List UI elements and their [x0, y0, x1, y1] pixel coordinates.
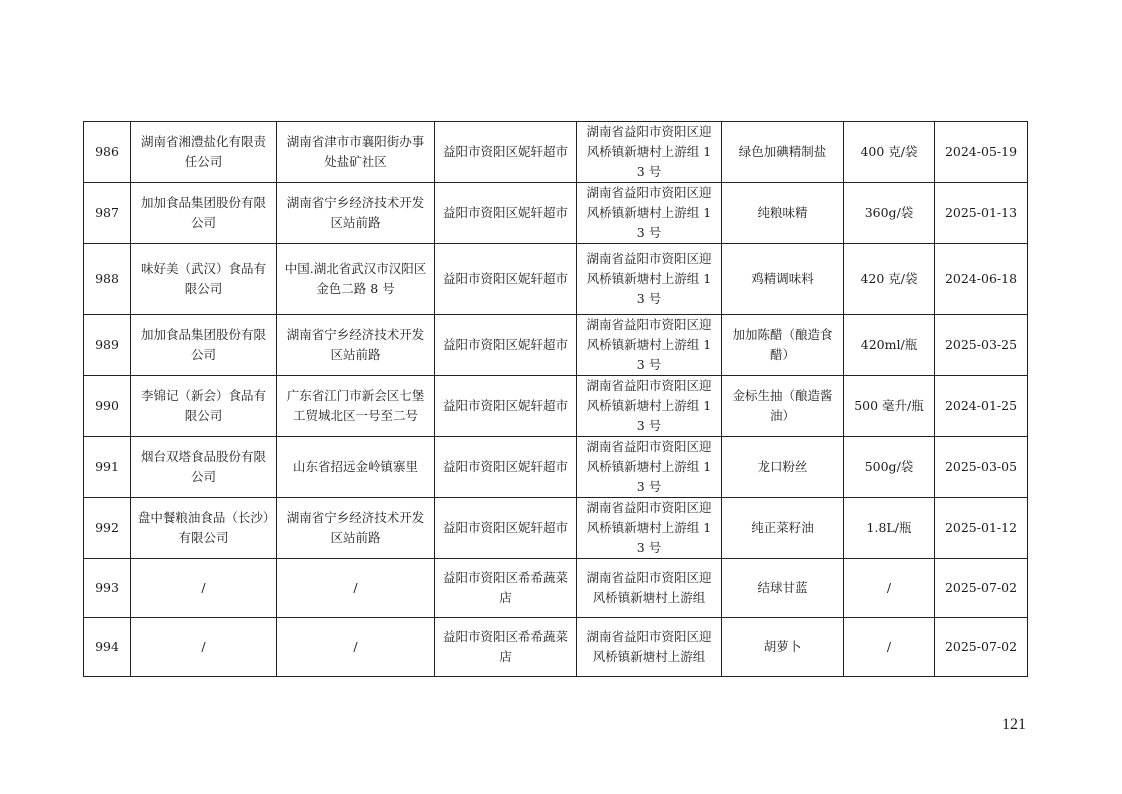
- row-number-cell: 993: [84, 559, 131, 618]
- producer-address-cell: 广东省江门市新会区七堡工贸城北区一号至二号: [277, 376, 435, 437]
- date-cell: 2025-01-13: [935, 183, 1028, 244]
- producer-cell: 加加食品集团股份有限公司: [131, 183, 277, 244]
- spec-cell: 400 克/袋: [844, 122, 935, 183]
- product-cell: 结球甘蓝: [722, 559, 844, 618]
- product-cell: 龙口粉丝: [722, 437, 844, 498]
- producer-address-cell: 湖南省宁乡经济技术开发区站前路: [277, 315, 435, 376]
- seller-cell: 益阳市资阳区妮轩超市: [435, 376, 577, 437]
- seller-cell: 益阳市资阳区妮轩超市: [435, 244, 577, 315]
- product-cell: 纯粮味精: [722, 183, 844, 244]
- table-row: [84, 183, 1028, 244]
- table-row: [84, 559, 1028, 618]
- producer-address-cell: 山东省招远金岭镇寨里: [277, 437, 435, 498]
- producer-cell: 盘中餐粮油食品（长沙）有限公司: [131, 498, 277, 559]
- spec-cell: 360g/袋: [844, 183, 935, 244]
- producer-address-cell: 湖南省宁乡经济技术开发区站前路: [277, 498, 435, 559]
- seller-cell: 益阳市资阳区妮轩超市: [435, 315, 577, 376]
- date-cell: 2024-01-25: [935, 376, 1028, 437]
- date-cell: 2025-03-25: [935, 315, 1028, 376]
- seller-cell: 益阳市资阳区妮轩超市: [435, 183, 577, 244]
- row-number-cell: 991: [84, 437, 131, 498]
- seller-address-cell: 湖南省益阳市资阳区迎风桥镇新塘村上游组 13 号: [577, 122, 722, 183]
- spec-cell: 420ml/瓶: [844, 315, 935, 376]
- product-cell: 金标生抽（酿造酱油）: [722, 376, 844, 437]
- table-row: [84, 122, 1028, 183]
- spec-cell: /: [844, 559, 935, 618]
- row-number-cell: 987: [84, 183, 131, 244]
- product-cell: 胡萝卜: [722, 618, 844, 677]
- producer-cell: 湖南省湘澧盐化有限责任公司: [131, 122, 277, 183]
- date-cell: 2024-06-18: [935, 244, 1028, 315]
- row-number-cell: 986: [84, 122, 131, 183]
- table-row: [84, 498, 1028, 559]
- spec-cell: /: [844, 618, 935, 677]
- table-row: [84, 376, 1028, 437]
- seller-cell: 益阳市资阳区希希蔬菜店: [435, 618, 577, 677]
- producer-address-cell: 湖南省宁乡经济技术开发区站前路: [277, 183, 435, 244]
- product-cell: 鸡精调味料: [722, 244, 844, 315]
- table-row: [84, 244, 1028, 315]
- producer-cell: /: [131, 559, 277, 618]
- date-cell: 2025-07-02: [935, 559, 1028, 618]
- spec-cell: 1.8L/瓶: [844, 498, 935, 559]
- producer-address-cell: /: [277, 559, 435, 618]
- sampling-table: [83, 121, 1028, 677]
- spec-cell: 500 毫升/瓶: [844, 376, 935, 437]
- producer-cell: 烟台双塔食品股份有限公司: [131, 437, 277, 498]
- seller-cell: 益阳市资阳区妮轩超市: [435, 437, 577, 498]
- seller-cell: 益阳市资阳区妮轩超市: [435, 498, 577, 559]
- page-number: 121: [1002, 716, 1026, 733]
- producer-cell: 味好美（武汉）食品有限公司: [131, 244, 277, 315]
- table-row: [84, 315, 1028, 376]
- seller-address-cell: 湖南省益阳市资阳区迎风桥镇新塘村上游组 13 号: [577, 315, 722, 376]
- producer-cell: /: [131, 618, 277, 677]
- date-cell: 2025-01-12: [935, 498, 1028, 559]
- product-cell: 绿色加碘精制盐: [722, 122, 844, 183]
- seller-address-cell: 湖南省益阳市资阳区迎风桥镇新塘村上游组 13 号: [577, 376, 722, 437]
- producer-address-cell: 湖南省津市市襄阳街办事处盐矿社区: [277, 122, 435, 183]
- table-row: [84, 618, 1028, 677]
- product-cell: 加加陈醋（酿造食醋）: [722, 315, 844, 376]
- spec-cell: 500g/袋: [844, 437, 935, 498]
- seller-cell: 益阳市资阳区妮轩超市: [435, 122, 577, 183]
- date-cell: 2025-03-05: [935, 437, 1028, 498]
- date-cell: 2025-07-02: [935, 618, 1028, 677]
- seller-address-cell: 湖南省益阳市资阳区迎风桥镇新塘村上游组 13 号: [577, 244, 722, 315]
- row-number-cell: 990: [84, 376, 131, 437]
- row-number-cell: 988: [84, 244, 131, 315]
- row-number-cell: 989: [84, 315, 131, 376]
- row-number-cell: 994: [84, 618, 131, 677]
- producer-address-cell: 中国.湖北省武汉市汉阳区金色二路 8 号: [277, 244, 435, 315]
- producer-cell: 加加食品集团股份有限公司: [131, 315, 277, 376]
- seller-address-cell: 湖南省益阳市资阳区迎风桥镇新塘村上游组 13 号: [577, 437, 722, 498]
- seller-cell: 益阳市资阳区希希蔬菜店: [435, 559, 577, 618]
- date-cell: 2024-05-19: [935, 122, 1028, 183]
- table-row: [84, 437, 1028, 498]
- seller-address-cell: 湖南省益阳市资阳区迎风桥镇新塘村上游组 13 号: [577, 183, 722, 244]
- seller-address-cell: 湖南省益阳市资阳区迎风桥镇新塘村上游组 13 号: [577, 498, 722, 559]
- row-number-cell: 992: [84, 498, 131, 559]
- spec-cell: 420 克/袋: [844, 244, 935, 315]
- seller-address-cell: 湖南省益阳市资阳区迎风桥镇新塘村上游组: [577, 618, 722, 677]
- seller-address-cell: 湖南省益阳市资阳区迎风桥镇新塘村上游组: [577, 559, 722, 618]
- product-cell: 纯正菜籽油: [722, 498, 844, 559]
- producer-cell: 李锦记（新会）食品有限公司: [131, 376, 277, 437]
- producer-address-cell: /: [277, 618, 435, 677]
